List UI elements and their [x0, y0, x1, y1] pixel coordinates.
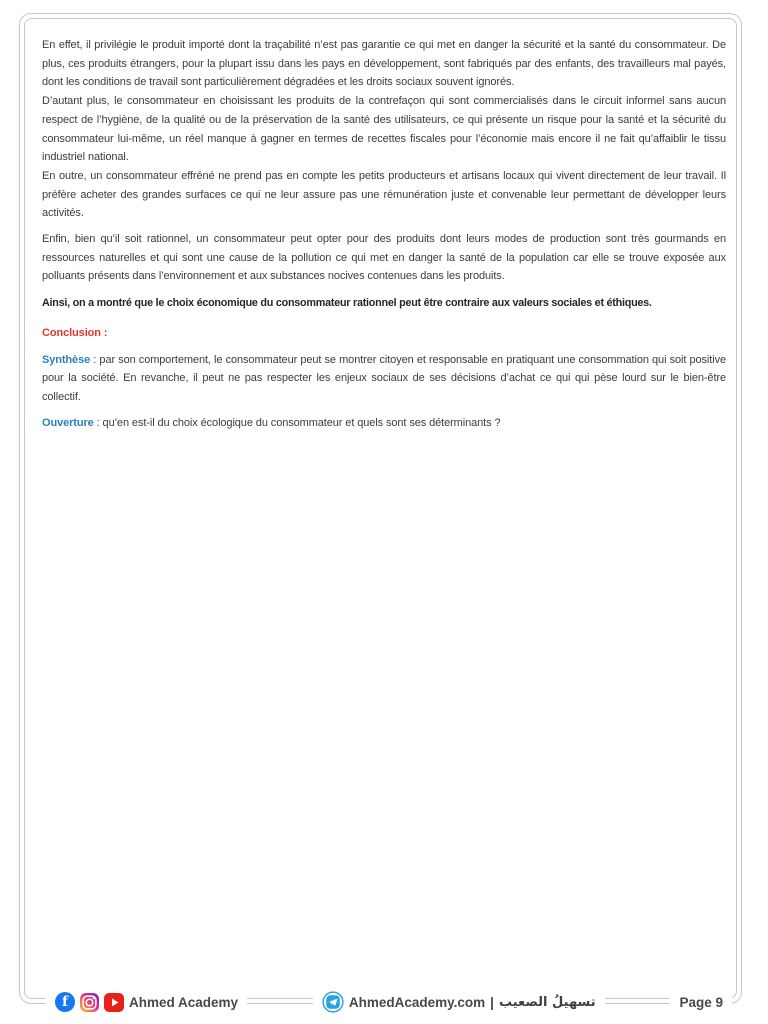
paragraph-ouverture: [42, 414, 726, 433]
arabic-tagline: تسهيلُ الصعيب: [498, 994, 596, 1010]
synthese-label: Synthèse: [42, 353, 91, 366]
paragraph-synthese: [42, 351, 726, 407]
instagram-icon: [80, 993, 99, 1012]
separator-pipe: |: [490, 994, 494, 1010]
telegram-icon: [322, 991, 344, 1013]
website-text: AhmedAcademy.com: [348, 994, 486, 1010]
document-body: [42, 36, 726, 432]
synthese-text: : par son comportement, le consommateur peut se montrer citoyen et responsable en pratiquant une consommation qui soit positive pour la société. En revanche, il peut ne pas respecter les enjeux sociaux de ses décisions d’achat ce qui qui pèse lourd sur le bien-être collectif.: [42, 353, 726, 403]
page-footer: [46, 987, 732, 1017]
brand-name: Ahmed Academy: [129, 994, 239, 1010]
facebook-icon: f: [55, 992, 75, 1012]
paragraph-en-outre: En outre, un consommateur effréné ne prend pas en compte les petits producteurs et artisans locaux qui vivent directement de leur travail. Il préfère acheter des grandes surfaces ce qui ne leur assure pas une rémunération juste et convenable leur permettant de développer leurs activités.: [42, 169, 726, 220]
footer-website-group: [313, 987, 605, 1017]
ouverture-label: Ouverture: [42, 416, 94, 429]
conclusion-heading: Conclusion :: [42, 326, 108, 339]
page-number: Page 9: [679, 994, 723, 1010]
paragraph-en-effet: En effet, il privilégie le produit importé dont la traçabilité n’est pas garantie ce qui met en danger la sécurité et la santé du consommateur. De plus, ces produits étrangers, pour la plupart issu dans les pays en développement, sont fabriqués par des enfants, des travailleurs mal payés, dont les conditions de travail sont particulièrement dégradées et les droits sociaux souvent ignorés.: [42, 39, 726, 89]
footer-brand-group: [46, 987, 247, 1017]
ouverture-text: : qu’en est-il du choix écologique du consommateur et quels sont ses déterminants ?: [93, 416, 501, 429]
emphasis-statement: Ainsi, on a montré que le choix économique du consommateur rationnel peut être contraire aux valeurs sociales et éthiques.: [42, 297, 652, 310]
paragraph-dautant-plus: D’autant plus, le consommateur en choisissant les produits de la contrefaçon qui sont commercialisés dans le circuit informel sans aucun respect de l’hygiène, de la qualité ou de la préservation de la santé des utilisateurs, ce qui présente un risque pour la santé et la sécurité du consommateur lui-même, un réel manque à gagner en termes de recettes fiscales pour l’économie mais encore il ne fait qu’affaiblir le tissu industriel national.: [42, 95, 726, 164]
paragraph-enfin: Enfin, bien qu’il soit rationnel, un consommateur peut opter pour des produits dont leurs modes de production sont très gourmands en ressources naturelles et qui sont une cause de la pollution ce qui met en danger la santé de la population car elle se trouve exposée aux polluants présents dans l’environnement et aux substances nocives contenues dans les produits.: [42, 233, 726, 283]
youtube-icon: [104, 993, 124, 1012]
footer-page-group: [670, 987, 732, 1017]
